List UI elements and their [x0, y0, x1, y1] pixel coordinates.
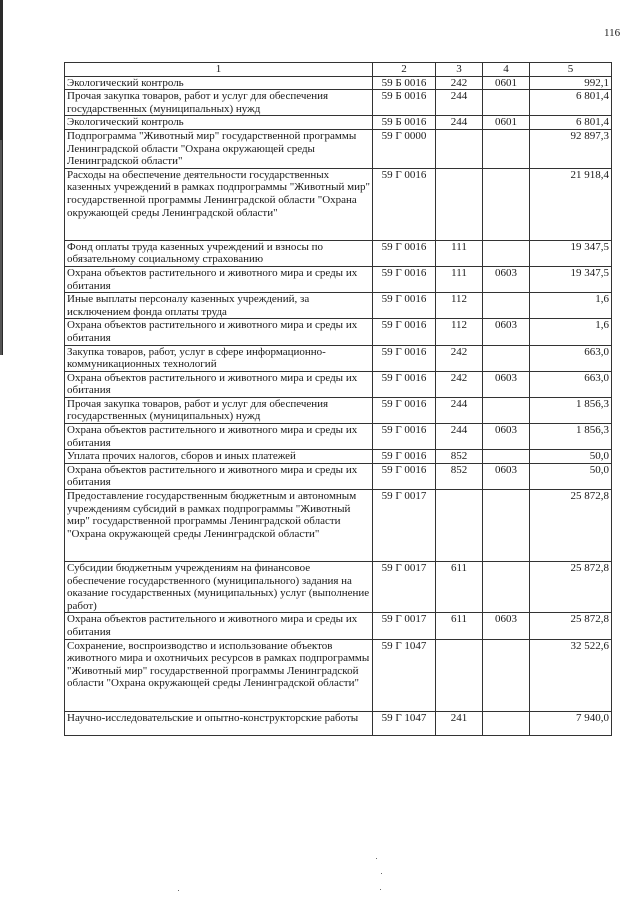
- row-name: Подпрограмма "Животный мир" государственной программы Ленинградской области "Охрана окружающей среды Ленинградской области": [65, 129, 373, 168]
- row-type: [436, 129, 483, 168]
- row-type: 111: [436, 240, 483, 266]
- row-name: Охрана объектов растительного и животного мира и среды их обитания: [65, 266, 373, 292]
- row-name: Прочая закупка товаров, работ и услуг для обеспечения государственных (муниципальных) нужд: [65, 397, 373, 423]
- row-code: 59 Г 1047: [373, 639, 436, 711]
- row-section: 0601: [483, 76, 530, 90]
- row-code: 59 Г 0000: [373, 129, 436, 168]
- row-section: [483, 168, 530, 240]
- row-type: [436, 639, 483, 711]
- scan-speck: [380, 889, 381, 890]
- row-section: [483, 639, 530, 711]
- row-code: 59 Г 0016: [373, 319, 436, 345]
- row-amount: 50,0: [530, 450, 612, 464]
- table-row: [65, 168, 612, 240]
- table-row: [65, 240, 612, 266]
- row-name: Предоставление государственным бюджетным и автономным учреждениям субсидий в рамках подпрограммы "Животный мир" государственной программы Ленинградской области "Охрана окружающей среды Ленинградской области": [65, 490, 373, 562]
- row-name: Экологический контроль: [65, 76, 373, 90]
- table-row: [65, 613, 612, 639]
- row-amount: 1 856,3: [530, 424, 612, 450]
- row-amount: 92 897,3: [530, 129, 612, 168]
- row-section: [483, 450, 530, 464]
- row-code: 59 Г 0016: [373, 293, 436, 319]
- row-code: 59 Г 0016: [373, 450, 436, 464]
- table-row: [65, 129, 612, 168]
- row-name: Научно-исследовательские и опытно-конструкторские работы: [65, 711, 373, 735]
- row-section: 0603: [483, 266, 530, 292]
- table-row: [65, 293, 612, 319]
- row-code: 59 Г 0016: [373, 168, 436, 240]
- row-code: 59 Г 0016: [373, 345, 436, 371]
- table-row: [65, 345, 612, 371]
- row-section: 0603: [483, 613, 530, 639]
- row-type: [436, 490, 483, 562]
- row-amount: 19 347,5: [530, 240, 612, 266]
- header-col-3: 3: [436, 63, 483, 77]
- row-amount: 50,0: [530, 463, 612, 489]
- row-amount: 32 522,6: [530, 639, 612, 711]
- row-code: 59 Г 0017: [373, 562, 436, 613]
- row-section: 0603: [483, 371, 530, 397]
- row-name: Субсидии бюджетным учреждениям на финансовое обеспечение государственного (муниципального) задания на оказание государственных (муниципальных) услуг (выполнение работ): [65, 562, 373, 613]
- row-type: 242: [436, 371, 483, 397]
- row-section: [483, 90, 530, 116]
- row-type: 244: [436, 424, 483, 450]
- row-name: Фонд оплаты труда казенных учреждений и взносы по обязательному социальному страхованию: [65, 240, 373, 266]
- table-row: [65, 397, 612, 423]
- row-section: [483, 397, 530, 423]
- row-code: 59 Г 0016: [373, 424, 436, 450]
- row-amount: 992,1: [530, 76, 612, 90]
- row-section: 0603: [483, 463, 530, 489]
- row-name: Иные выплаты персоналу казенных учреждений, за исключением фонда оплаты труда: [65, 293, 373, 319]
- row-name: Экологический контроль: [65, 116, 373, 130]
- row-section: [483, 711, 530, 735]
- row-name: Охрана объектов растительного и животного мира и среды их обитания: [65, 424, 373, 450]
- row-code: 59 Г 0016: [373, 463, 436, 489]
- row-section: 0603: [483, 424, 530, 450]
- row-section: [483, 562, 530, 613]
- row-code: 59 Г 0017: [373, 613, 436, 639]
- row-name: Охрана объектов растительного и животного мира и среды их обитания: [65, 319, 373, 345]
- table-row: [65, 266, 612, 292]
- row-code: 59 Г 1047: [373, 711, 436, 735]
- row-code: 59 Г 0016: [373, 371, 436, 397]
- row-amount: 6 801,4: [530, 90, 612, 116]
- row-type: 112: [436, 293, 483, 319]
- table-row: [65, 424, 612, 450]
- row-name: Прочая закупка товаров, работ и услуг для обеспечения государственных (муниципальных) нужд: [65, 90, 373, 116]
- row-section: [483, 240, 530, 266]
- page-number: 116: [604, 27, 621, 39]
- row-name: Охрана объектов растительного и животного мира и среды их обитания: [65, 371, 373, 397]
- table-row: [65, 116, 612, 130]
- row-type: 244: [436, 90, 483, 116]
- row-section: [483, 129, 530, 168]
- row-amount: 1,6: [530, 293, 612, 319]
- table-header-row: [65, 63, 612, 77]
- row-amount: 19 347,5: [530, 266, 612, 292]
- row-type: 111: [436, 266, 483, 292]
- row-code: 59 Г 0016: [373, 397, 436, 423]
- row-amount: 1 856,3: [530, 397, 612, 423]
- row-amount: 25 872,8: [530, 562, 612, 613]
- row-name: Уплата прочих налогов, сборов и иных платежей: [65, 450, 373, 464]
- row-type: 242: [436, 76, 483, 90]
- row-type: [436, 168, 483, 240]
- row-amount: 6 801,4: [530, 116, 612, 130]
- row-type: 242: [436, 345, 483, 371]
- row-type: 244: [436, 116, 483, 130]
- row-name: Охрана объектов растительного и животного мира и среды их обитания: [65, 613, 373, 639]
- table-row: [65, 90, 612, 116]
- row-name: Расходы на обеспечение деятельности государственных казенных учреждений в рамках подпрограммы "Животный мир" государственной программы Ленинградской области "Охрана окружающей среды Ленинградской области": [65, 168, 373, 240]
- row-section: [483, 293, 530, 319]
- table-row: [65, 463, 612, 489]
- header-col-5: 5: [530, 63, 612, 77]
- row-type: 112: [436, 319, 483, 345]
- row-section: 0601: [483, 116, 530, 130]
- table-row: [65, 562, 612, 613]
- row-type: 611: [436, 613, 483, 639]
- row-code: 59 Г 0017: [373, 490, 436, 562]
- row-amount: 25 872,8: [530, 613, 612, 639]
- scan-speck: [376, 858, 377, 859]
- row-amount: 663,0: [530, 345, 612, 371]
- row-type: 611: [436, 562, 483, 613]
- table-row: [65, 371, 612, 397]
- header-col-2: 2: [373, 63, 436, 77]
- scan-speck: [178, 890, 179, 891]
- row-name: Охрана объектов растительного и животного мира и среды их обитания: [65, 463, 373, 489]
- row-type: 852: [436, 450, 483, 464]
- row-amount: 21 918,4: [530, 168, 612, 240]
- budget-table-body: [65, 63, 612, 736]
- row-section: 0603: [483, 319, 530, 345]
- row-type: 852: [436, 463, 483, 489]
- row-code: 59 Б 0016: [373, 90, 436, 116]
- row-code: 59 Г 0016: [373, 240, 436, 266]
- row-section: [483, 490, 530, 562]
- table-row: [65, 711, 612, 735]
- row-amount: 663,0: [530, 371, 612, 397]
- row-amount: 25 872,8: [530, 490, 612, 562]
- scan-margin-edge-inner: [0, 140, 2, 355]
- row-type: 241: [436, 711, 483, 735]
- table-row: [65, 319, 612, 345]
- row-name: Закупка товаров, работ, услуг в сфере информационно-коммуникационных технологий: [65, 345, 373, 371]
- row-section: [483, 345, 530, 371]
- row-code: 59 Б 0016: [373, 116, 436, 130]
- row-type: 244: [436, 397, 483, 423]
- table-row: [65, 450, 612, 464]
- scan-speck: [381, 873, 382, 874]
- row-amount: 1,6: [530, 319, 612, 345]
- budget-table: [64, 62, 612, 736]
- header-col-4: 4: [483, 63, 530, 77]
- table-row: [65, 490, 612, 562]
- row-name: Сохранение, воспроизводство и использование объектов животного мира и охотничьих ресурсов в рамках подпрограммы "Животный мир" государственной программы Ленинградской области "Охрана окружающей среды Ленинградской области": [65, 639, 373, 711]
- table-row: [65, 639, 612, 711]
- row-code: 59 Г 0016: [373, 266, 436, 292]
- row-amount: 7 940,0: [530, 711, 612, 735]
- row-code: 59 Б 0016: [373, 76, 436, 90]
- header-col-1: 1: [65, 63, 373, 77]
- table-row: [65, 76, 612, 90]
